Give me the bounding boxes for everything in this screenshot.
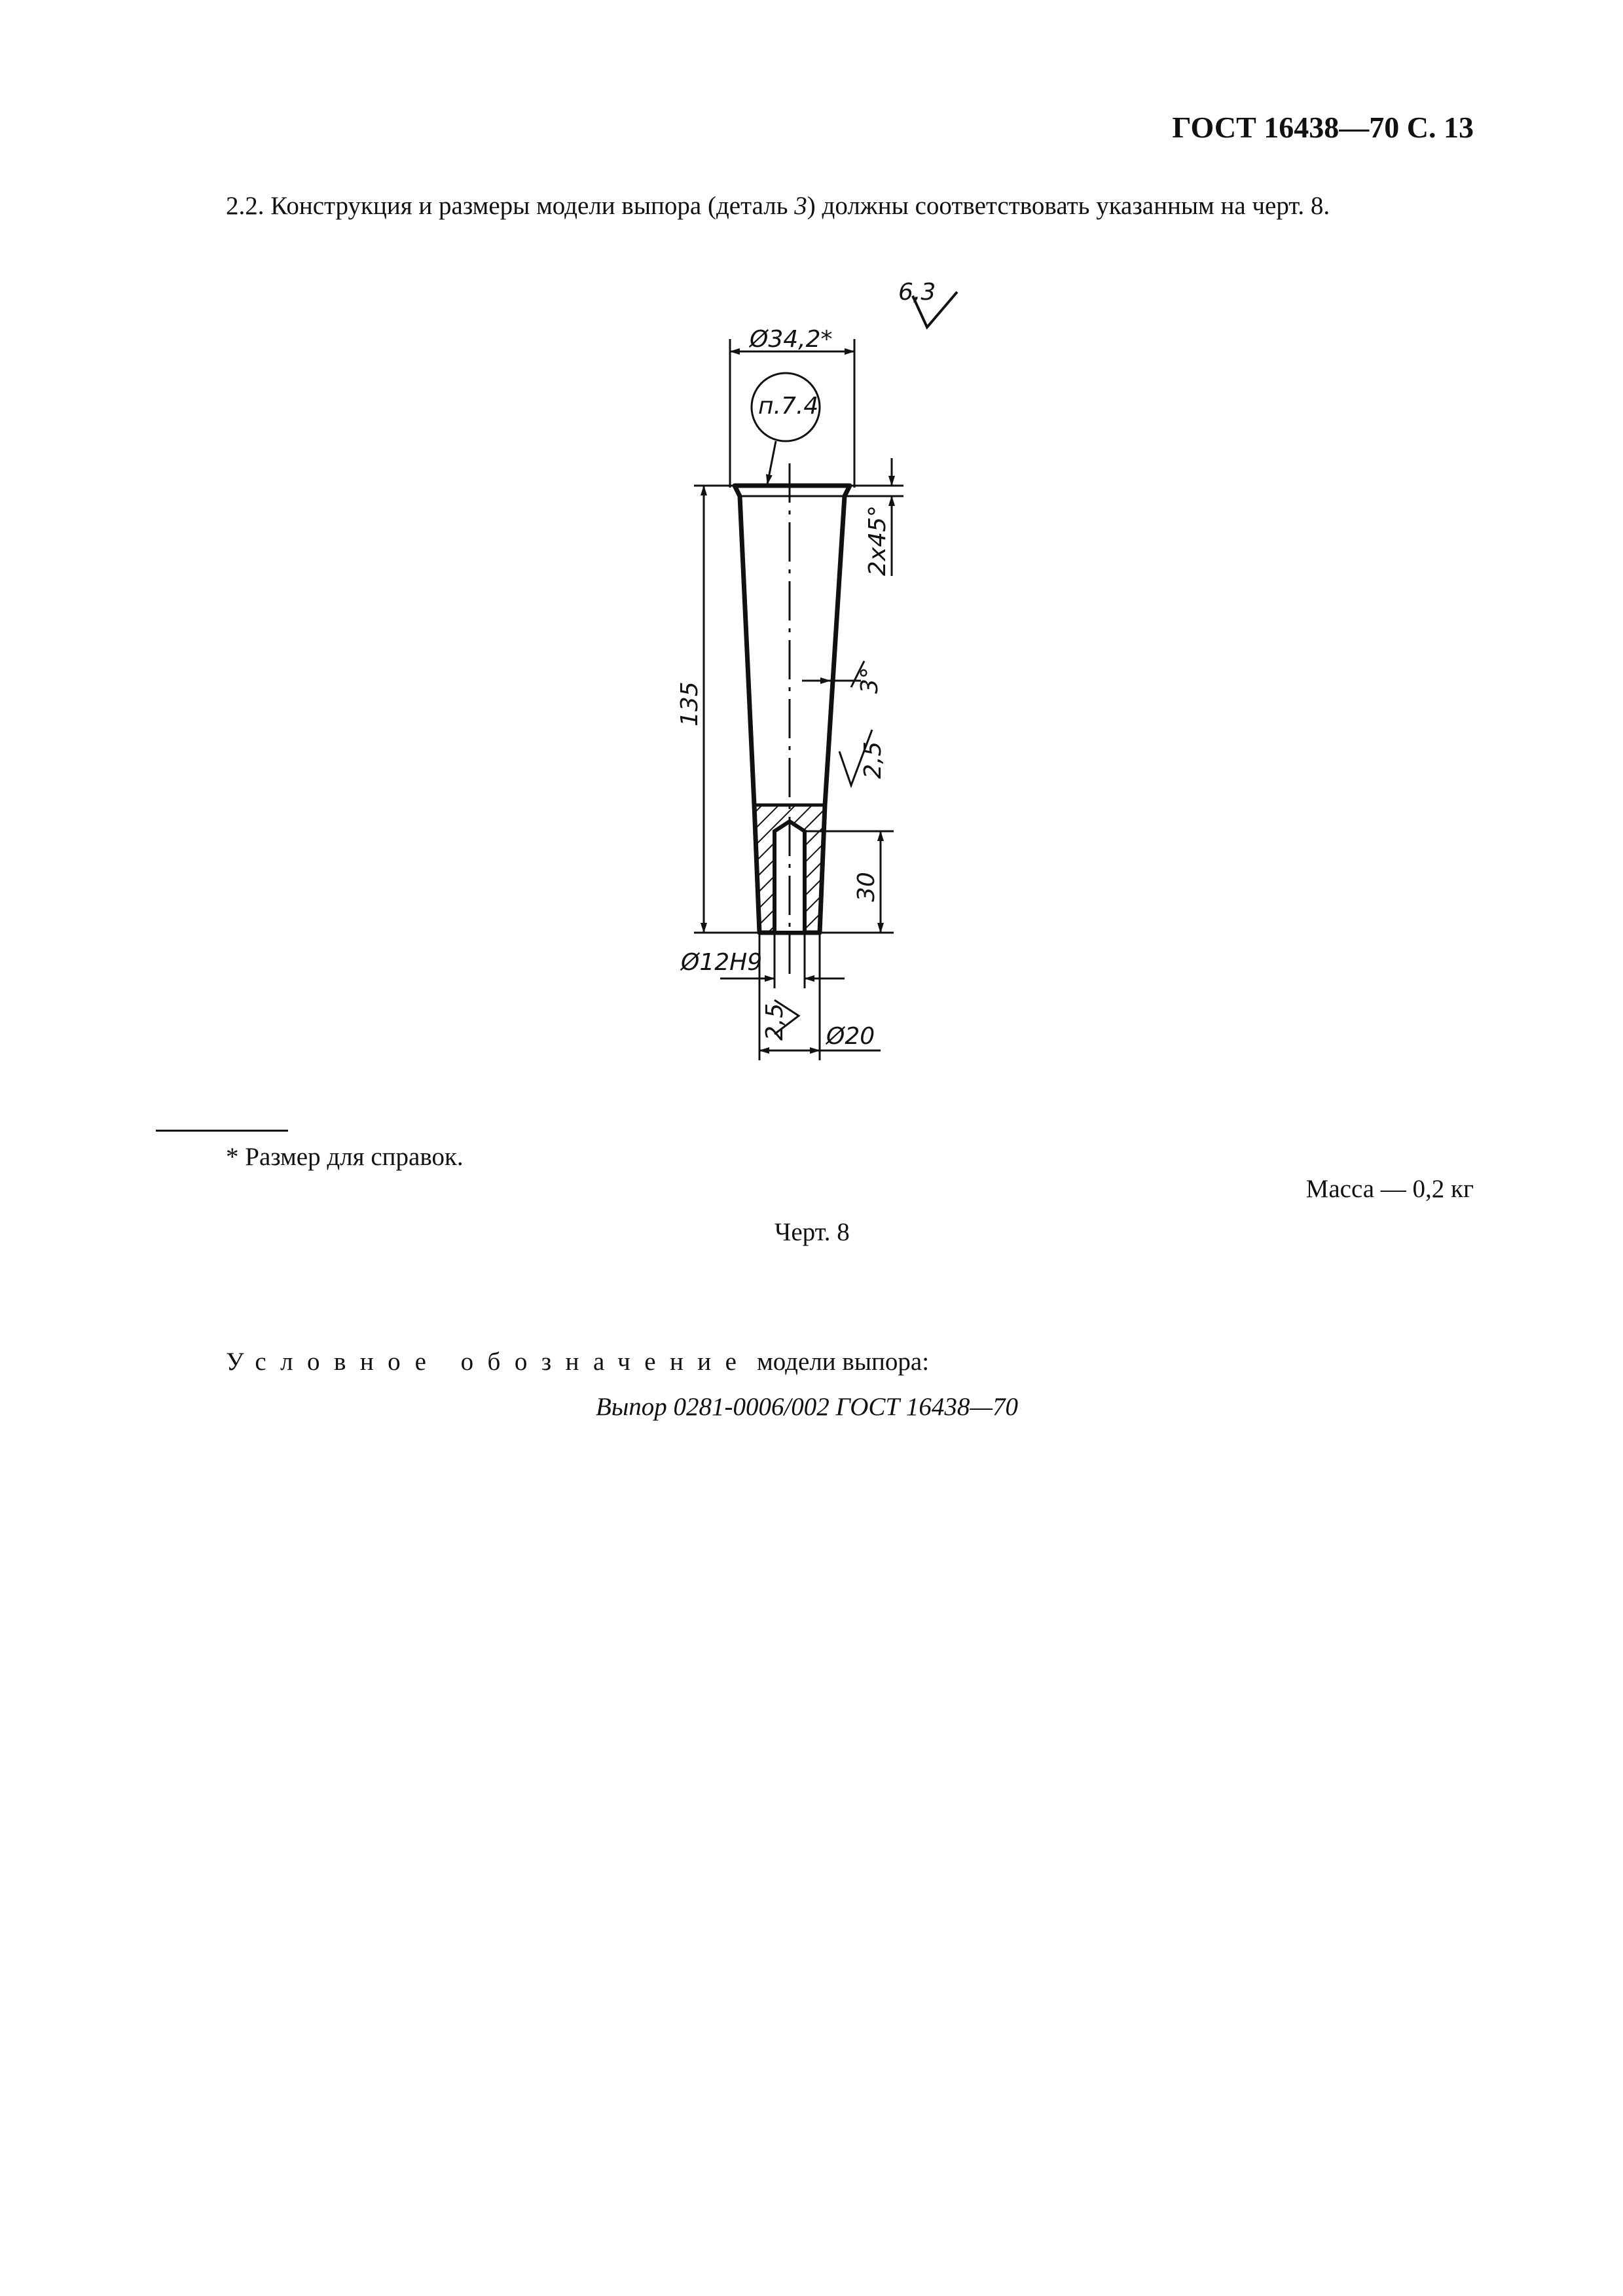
mass-note: Масса — 0,2 кг xyxy=(1305,1175,1474,1203)
note-bubble xyxy=(752,373,820,484)
bore-roughness-sign xyxy=(761,1000,799,1041)
bore-diameter-label: Ø12H9 xyxy=(681,949,763,976)
part-outline xyxy=(735,463,850,982)
designation-label: Условное обозначение xyxy=(226,1348,751,1376)
drawing-caption: Черт. 8 xyxy=(775,1218,850,1246)
designation-rest: модели выпора: xyxy=(750,1348,930,1376)
bottom-diameter-label: Ø20 xyxy=(826,1023,875,1050)
page-header: ГОСТ 16438—70 С. 13 xyxy=(1172,111,1474,144)
angle-dimension xyxy=(802,661,883,694)
roughness-label: 6,3 xyxy=(898,279,936,306)
intro-text-after: ) должны соответствовать указанным на черт. 8. xyxy=(807,192,1330,220)
height-label: 135 xyxy=(676,681,703,726)
angle-label: 3° xyxy=(856,667,883,694)
designation-example: Выпор 0281-0006/002 ГОСТ 16438—70 xyxy=(596,1393,1019,1421)
roughness-sign xyxy=(898,279,957,327)
note-bubble-label: п.7.4 xyxy=(758,393,819,420)
footnote-divider xyxy=(156,1130,288,1132)
designation-line xyxy=(226,1347,929,1376)
side-roughness-label: 2,5 xyxy=(860,741,886,779)
footnote: * Размер для справок. xyxy=(226,1143,464,1171)
side-roughness-sign xyxy=(839,730,886,785)
top-diameter-label: Ø34,2* xyxy=(750,326,833,353)
bore-depth-label: 30 xyxy=(853,872,880,902)
intro-text-before: 2.2. Конструкция и размеры модели выпора (деталь xyxy=(226,192,795,220)
chamfer-label: 2x45° xyxy=(864,505,891,576)
bore-roughness-label: 2,5 xyxy=(761,1003,788,1041)
intro-part-number: 3 xyxy=(794,192,807,220)
technical-drawing xyxy=(0,0,1623,1113)
height-dimension xyxy=(676,486,759,933)
